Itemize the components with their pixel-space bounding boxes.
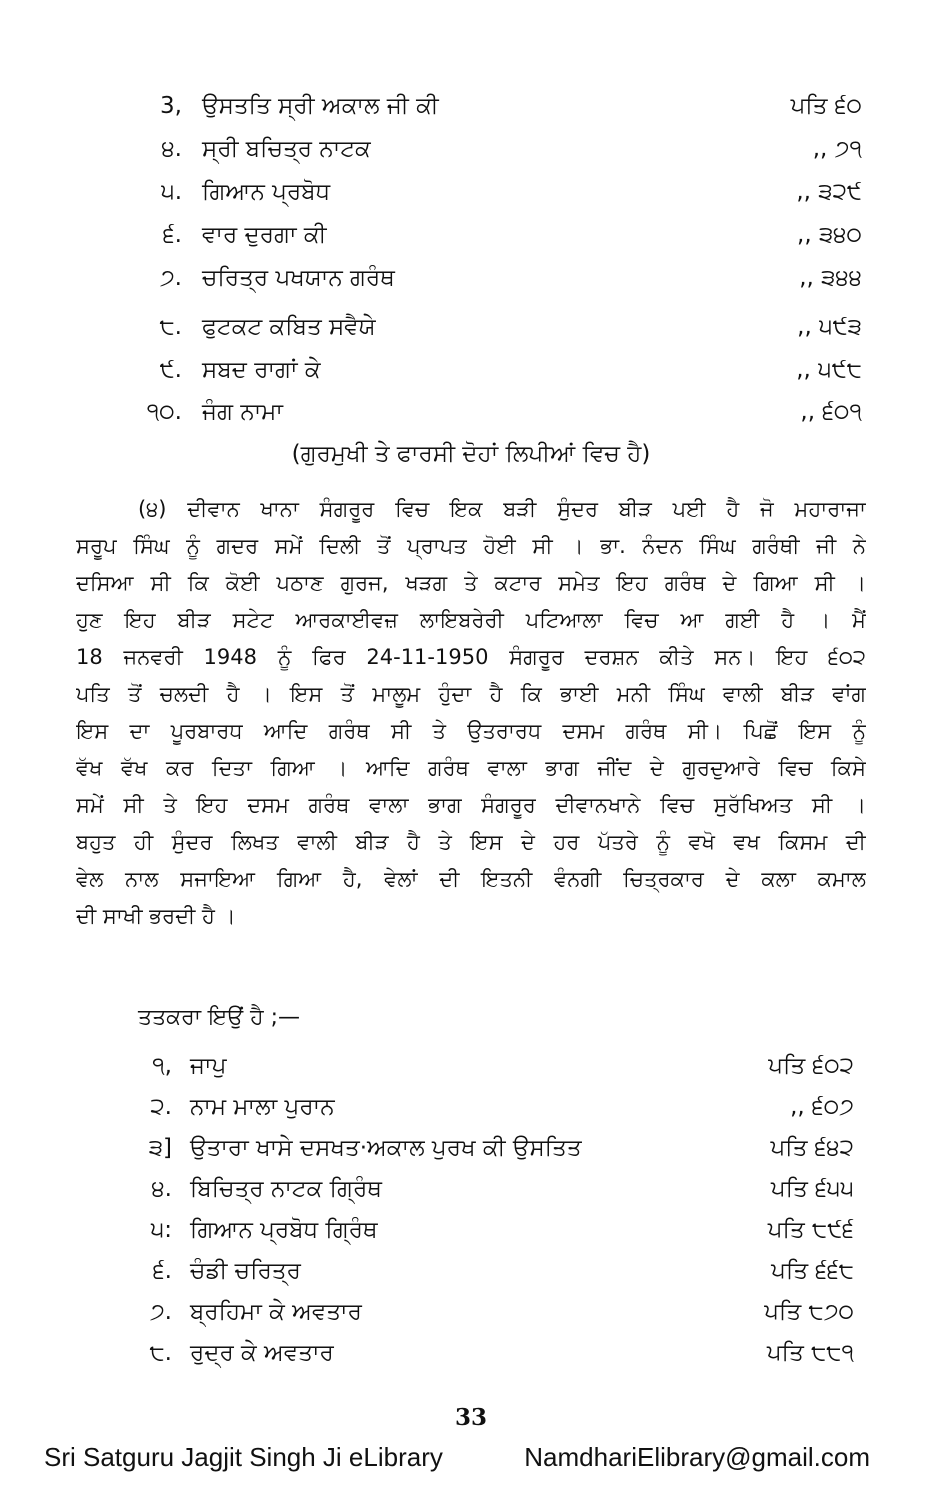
toc-number: ੭. xyxy=(149,1299,172,1325)
toc-page: ਪਤਿ ੬੫੫ xyxy=(770,1176,854,1202)
toc-number: ੭. xyxy=(159,265,182,291)
toc-number: ੫: xyxy=(150,1217,172,1243)
toc-number: ੬. xyxy=(152,1258,172,1284)
toc-number: ੧, xyxy=(152,1053,172,1079)
toc-row xyxy=(0,1046,942,1086)
toc-title: ਗਿਆਨ ਪ੍ਰਬੋਧ xyxy=(202,179,331,205)
toc-row xyxy=(0,350,942,390)
toc-number: ੧੦. xyxy=(146,399,182,425)
toc-number: ੬. xyxy=(162,222,182,248)
toc-page: ਪਤਿ ੮੮੧ xyxy=(766,1340,854,1366)
toc-title: ਸ੍ਰੀ ਬਚਿਤ੍ਰ ਨਾਟਕ xyxy=(202,136,371,162)
paragraph-line: (੪) ਦੀਵਾਨ ਖਾਨਾ ਸੰਗਰੂਰ ਵਿਚ ਇਕ ਬੜੀ ਸੁੰਦਰ ਬੀੜ ਪਈ ਹੈ ਜੋ ਮਹਾਰਾਜਾ xyxy=(138,497,866,521)
toc-number: ੮. xyxy=(159,314,182,340)
toc-number: ੪. xyxy=(161,136,182,162)
toc-title: ਬਿਚਿਤ੍ਰ ਨਾਟਕ ਗ੍ਰਿੰਥ xyxy=(190,1176,382,1202)
toc-page: ,, ੫੯੮ xyxy=(796,357,862,383)
toc-title: ਵਾਰ ਦੁਰਗਾ ਕੀ xyxy=(202,222,327,248)
toc-row xyxy=(0,307,942,347)
toc-title: ਗਿਆਨ ਪ੍ਰਬੋਧ ਗ੍ਰਿੰਥ xyxy=(190,1217,378,1243)
toc-page: ,, ੬੦੧ xyxy=(800,399,862,425)
toc-number: ੨. xyxy=(150,1094,172,1120)
body-paragraph xyxy=(76,491,866,935)
toc-title: ਜੰਗ ਨਾਮਾ xyxy=(202,399,284,425)
paragraph-line: ਸਮੇਂ ਸੀ ਤੇ ਇਹ ਦਸਮ ਗਰੰਥ ਵਾਲਾ ਭਾਗ ਸੰਗਰੂਰ ਦੀਵਾਨਖਾਨੇ ਵਿਚ ਸੁਰੱਖਿਅਤ ਸੀ । xyxy=(76,793,866,817)
toc-page: ਪਤਿ ੮੯੬ xyxy=(767,1217,854,1243)
toc-row xyxy=(0,258,942,298)
toc-title: ਰੁਦ੍ਰ ਕੇ ਅਵਤਾਰ xyxy=(190,1340,334,1366)
toc-row xyxy=(0,1251,942,1291)
toc-row xyxy=(0,172,942,212)
page-number: 33 xyxy=(454,1404,487,1431)
paragraph-line: ਵੱਖ ਵੱਖ ਕਰ ਦਿਤਾ ਗਿਆ । ਆਦਿ ਗਰੰਥ ਵਾਲਾ ਭਾਗ ਜੀਂਦ ਦੇ ਗੁਰਦੁਆਰੇ ਵਿਚ ਕਿਸੇ xyxy=(76,756,866,780)
toc-row xyxy=(0,1292,942,1332)
toc-title: ਜਾਪੁ xyxy=(190,1053,227,1079)
toc-row xyxy=(0,1087,942,1127)
toc-page: ,, ੩੪੪ xyxy=(799,265,862,291)
paragraph-line: ਦਸਿਆ ਸੀ ਕਿ ਕੋਈ ਪਠਾਣ ਗੁਰਜ, ਖੜਗ ਤੇ ਕਟਾਰ ਸਮੇਤ ਇਹ ਗਰੰਥ ਦੇ ਗਿਆ ਸੀ । xyxy=(76,571,866,595)
toc-title: ਚੰਡੀ ਚਰਿਤ੍ਰ xyxy=(190,1258,301,1284)
toc-title: ਫੁਟਕਟ ਕਬਿਤ ਸਵੈਯੇ xyxy=(202,314,376,340)
toc-number: ੪. xyxy=(151,1176,172,1202)
toc-title: ਚਰਿਤ੍ਰ ਪਖਯਾਨ ਗਰੰਥ xyxy=(202,265,395,291)
toc-page: ,, ੫੯੩ xyxy=(797,314,862,340)
toc-row xyxy=(0,392,942,432)
paragraph-line: ਵੇਲ ਨਾਲ ਸਜਾਇਆ ਗਿਆ ਹੈ, ਵੇਲਾਂ ਦੀ ਇਤਨੀ ਵੰਨਗੀ ਚਿਤ੍ਰਕਾਰ ਦੇ ਕਲਾ ਕਮਾਲ xyxy=(76,867,866,891)
paragraph-line: ਬਹੁਤ ਹੀ ਸੁੰਦਰ ਲਿਖਤ ਵਾਲੀ ਬੀੜ ਹੈ ਤੇ ਇਸ ਦੇ ਹਰ ਪੱਤਰੇ ਨੂੰ ਵਖੋ ਵਖ ਕਿਸਮ ਦੀ xyxy=(76,830,866,854)
toc-title: ਸਬਦ ਰਾਗਾਂ ਕੇ xyxy=(202,357,321,383)
index-intro: ਤਤਕਰਾ ਇਉਂ ਹੈ ;— xyxy=(138,1005,301,1030)
toc-row xyxy=(0,129,942,169)
toc-number: ੫. xyxy=(161,179,182,205)
toc-page: ਪਤਿ ੬੦੨ xyxy=(768,1053,854,1079)
toc-page: ,, ੩੨੯ xyxy=(796,179,862,205)
toc-title: ਬ੍ਰਹਿਮਾ ਕੇ ਅਵਤਾਰ xyxy=(190,1299,362,1325)
toc-page: ,, ੭੧ xyxy=(812,136,862,162)
toc-page: ,, ੩੪੦ xyxy=(797,222,862,248)
toc-title: ਨਾਮ ਮਾਲਾ ਪੁਰਾਨ xyxy=(190,1094,335,1120)
toc-page: ਪਤਿ ੬੦ xyxy=(790,93,862,119)
paragraph-line: 18 ਜਨਵਰੀ 1948 ਨੂੰ ਫਿਰ 24-11-1950 ਸੰਗਰੂਰ ਦਰਸ਼ਨ ਕੀਤੇ ਸਨ। ਇਹ ੬੦੨ xyxy=(76,645,866,669)
footer-library-name: Sri Satguru Jagjit Singh Ji eLibrary xyxy=(44,1442,443,1472)
footer-email: NamdhariElibrary@gmail.com xyxy=(524,1442,870,1472)
toc-number: ੩] xyxy=(148,1135,172,1161)
script-note: (ਗੁਰਮੁਖੀ ਤੇ ਫਾਰਸੀ ਦੋਹਾਂ ਲਿਪੀਆਂ ਵਿਚ ਹੈ) xyxy=(291,441,651,467)
toc-number: ੯. xyxy=(159,357,182,383)
toc-page: ਪਤਿ ੮੭੦ xyxy=(764,1299,854,1325)
toc-title: ਉਸਤਤਿ ਸ੍ਰੀ ਅਕਾਲ ਜੀ ਕੀ xyxy=(202,93,439,119)
toc-page: ਪਤਿ ੬੪੨ xyxy=(770,1135,854,1161)
toc-row xyxy=(0,1169,942,1209)
paragraph-line: ਹੁਣ ਇਹ ਬੀੜ ਸਟੇਟ ਆਰਕਾਈਵਜ਼ ਲਾਇਬਰੇਰੀ ਪਟਿਆਲਾ ਵਿਚ ਆ ਗਈ ਹੈ । ਮੈਂ xyxy=(76,608,866,632)
toc-row xyxy=(0,1210,942,1250)
toc-title: ਉਤਾਰਾ ਖਾਸੇ ਦਸਖਤ·ਅਕਾਲ ਪੁਰਖ ਕੀ ਉਸਤਿਤ xyxy=(190,1135,582,1161)
toc-row xyxy=(0,86,942,126)
paragraph-line: ਪਤਿ ਤੋਂ ਚਲਦੀ ਹੈ । ਇਸ ਤੋਂ ਮਾਲੂਮ ਹੁੰਦਾ ਹੈ ਕਿ ਭਾਈ ਮਨੀ ਸਿੰਘ ਵਾਲੀ ਬੀੜ ਵਾਂਗ xyxy=(76,682,866,706)
paragraph-line: ਇਸ ਦਾ ਪੂਰਬਾਰਧ ਆਦਿ ਗਰੰਥ ਸੀ ਤੇ ਉਤਰਾਰਧ ਦਸਮ ਗਰੰਥ ਸੀ। ਪਿਛੋਂ ਇਸ ਨੂੰ xyxy=(76,719,866,743)
toc-page: ,, ੬੦੭ xyxy=(790,1094,854,1120)
toc-page: ਪਤਿ ੬੬੮ xyxy=(771,1258,854,1284)
paragraph-line: ਸਰੂਪ ਸਿੰਘ ਨੂੰ ਗਦਰ ਸਮੇਂ ਦਿਲੀ ਤੋਂ ਪ੍ਰਾਪਤ ਹੋਈ ਸੀ । ਭਾ. ਨੰਦਨ ਸਿੰਘ ਗਰੰਥੀ ਜੀ ਨੇ xyxy=(76,534,866,558)
toc-row xyxy=(0,1333,942,1373)
toc-number: 3, xyxy=(160,93,182,119)
paragraph-line: ਦੀ ਸਾਖੀ ਭਰਦੀ ਹੈ । xyxy=(76,904,236,928)
toc-row xyxy=(0,1128,942,1168)
toc-row xyxy=(0,215,942,255)
toc-number: ੮. xyxy=(149,1340,172,1366)
